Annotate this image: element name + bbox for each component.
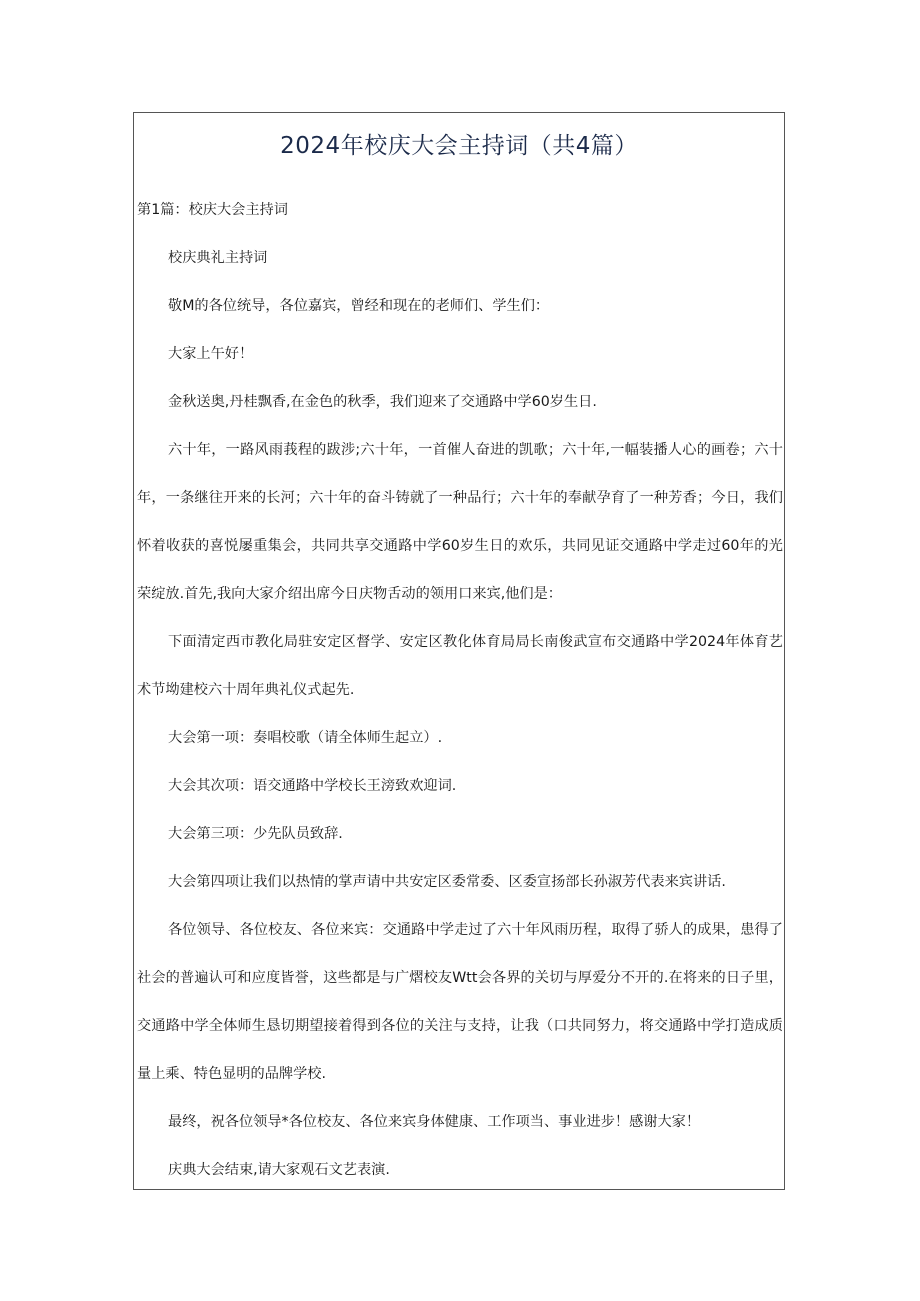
paragraph: 大会其次项：语交通路中学校长王滂致欢迎词.	[168, 778, 457, 794]
paragraph: 大家上午好！	[168, 346, 254, 362]
paragraph: 六十年，一路风雨莪程的跋涉;六十年，一首催人奋进的凯歌；六十年,一幅装播人心的画卷；六十年，一条继往开来的长河；六十年的奋斗铸就了一种品行；六十年的奉献孕育了一种芳香；今日，我们怀着收获的喜悦屡重集会，共同共享交通路中学60岁生日的欢乐，共同见证交通路中学走过60年的光荣绽放.首先,我向大家介绍出席今日庆物舌动的领用口来宾,他们是：	[137, 442, 783, 602]
document-page	[133, 112, 785, 1190]
paragraph: 校庆典礼主持词	[168, 250, 268, 266]
paragraph: 大会第一项：奏唱校歌（请全体师生起立）.	[168, 730, 443, 746]
paragraph: 庆典大会结束,请大家观石文艺表演.	[168, 1162, 390, 1178]
paragraph: 大会第四项让我们以热情的掌声请中共安定区委常委、区委宣扬部长孙淑芳代表来宾讲话.	[168, 874, 726, 890]
paragraph: 金秋送奥,丹桂飘香,在金色的秋季，我们迎来了交通路中学60岁生日.	[168, 394, 597, 410]
paragraph: 各位领导、各位校友、各位来宾：交通路中学走过了六十年风雨历程，取得了骄人的成果，患得了社会的普遍认可和应度皆誉，这些都是与广熠校友Wtt会各界的关切与厚爱分不开的.在将来的日子里，交通路中学全体师生恳切期望接着得到各位的关注与支持，让我（口共同努力，将交通路中学打造成质量上乘、特色显明的品牌学校.	[137, 922, 783, 1082]
paragraph: 敬M的各位统导，各位嘉宾，曾经和现在的老师们、学生们：	[168, 298, 550, 314]
paragraph: 下面清定西市教化局驻安定区督学、安定区教化体育局局长南俊武宣布交通路中学2024年体育艺术节坳建校六十周年典礼仪式起先.	[137, 634, 783, 698]
paragraph: 最终，祝各位领导*各位校友、各位来宾身体健康、工作项当、事业进步！感谢大家！	[168, 1114, 701, 1130]
paragraph: 大会第三项：少先队员致辞.	[168, 826, 343, 842]
document-title: 2024年校庆大会主持词（共4篇）	[280, 133, 638, 159]
section-heading: 第1篇：校庆大会主持词	[137, 202, 288, 218]
